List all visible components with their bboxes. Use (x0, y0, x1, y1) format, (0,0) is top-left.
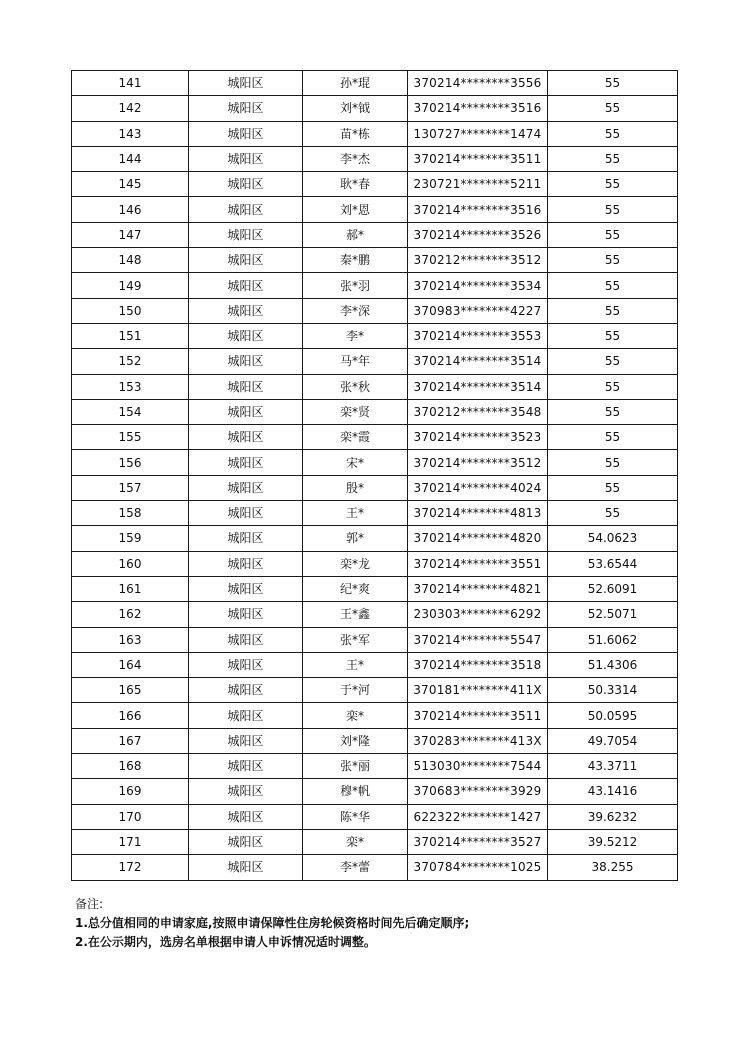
id-number-cell: 370214********3514 (408, 374, 548, 399)
applicant-name-cell: 宋* (303, 450, 408, 475)
applicant-name-cell: 张*秋 (303, 374, 408, 399)
row-number-cell: 159 (72, 526, 189, 551)
table-row (72, 501, 678, 526)
score-cell: 55 (548, 248, 678, 273)
table-row (72, 298, 678, 323)
applicant-name-cell: 秦*鹏 (303, 248, 408, 273)
district-cell: 城阳区 (189, 576, 303, 601)
row-number-cell: 152 (72, 349, 189, 374)
id-number-cell: 370214********3523 (408, 425, 548, 450)
id-number-cell: 513030********7544 (408, 754, 548, 779)
district-cell: 城阳区 (189, 678, 303, 703)
id-number-cell: 370214********3526 (408, 222, 548, 247)
id-number-cell: 370214********4024 (408, 475, 548, 500)
row-number-cell: 165 (72, 678, 189, 703)
district-cell: 城阳区 (189, 222, 303, 247)
score-cell: 53.6544 (548, 551, 678, 576)
id-number-cell: 370214********3534 (408, 273, 548, 298)
row-number-cell: 148 (72, 248, 189, 273)
district-cell: 城阳区 (189, 475, 303, 500)
row-number-cell: 166 (72, 703, 189, 728)
row-number-cell: 157 (72, 475, 189, 500)
score-cell: 50.0595 (548, 703, 678, 728)
table-row (72, 526, 678, 551)
applicant-name-cell: 王* (303, 652, 408, 677)
district-cell: 城阳区 (189, 399, 303, 424)
id-number-cell: 230303********6292 (408, 602, 548, 627)
table-row (72, 652, 678, 677)
applicant-name-cell: 纪*爽 (303, 576, 408, 601)
table-row (72, 172, 678, 197)
id-number-cell: 370214********3516 (408, 96, 548, 121)
id-number-cell: 370214********3553 (408, 323, 548, 348)
row-number-cell: 172 (72, 855, 189, 880)
id-number-cell: 370214********3512 (408, 450, 548, 475)
applicant-name-cell: 马*年 (303, 349, 408, 374)
score-cell: 55 (548, 222, 678, 247)
row-number-cell: 151 (72, 323, 189, 348)
score-cell: 38.255 (548, 855, 678, 880)
score-cell: 55 (548, 374, 678, 399)
district-cell: 城阳区 (189, 804, 303, 829)
district-cell: 城阳区 (189, 96, 303, 121)
applicant-list-table-wrapper (71, 70, 677, 881)
score-cell: 55 (548, 475, 678, 500)
applicant-name-cell: 李*蕾 (303, 855, 408, 880)
district-cell: 城阳区 (189, 450, 303, 475)
applicant-name-cell: 陈*华 (303, 804, 408, 829)
district-cell: 城阳区 (189, 172, 303, 197)
score-cell: 55 (548, 399, 678, 424)
score-cell: 54.0623 (548, 526, 678, 551)
table-row (72, 273, 678, 298)
table-row (72, 475, 678, 500)
score-cell: 55 (548, 298, 678, 323)
district-cell: 城阳区 (189, 551, 303, 576)
id-number-cell: 370214********3518 (408, 652, 548, 677)
score-cell: 51.6062 (548, 627, 678, 652)
id-number-cell: 370983********4227 (408, 298, 548, 323)
row-number-cell: 170 (72, 804, 189, 829)
score-cell: 43.3711 (548, 754, 678, 779)
score-cell: 52.6091 (548, 576, 678, 601)
applicant-name-cell: 郭* (303, 526, 408, 551)
applicant-name-cell: 栾*龙 (303, 551, 408, 576)
row-number-cell: 168 (72, 754, 189, 779)
applicant-name-cell: 栾* (303, 829, 408, 854)
table-row (72, 728, 678, 753)
table-row (72, 71, 678, 96)
row-number-cell: 150 (72, 298, 189, 323)
district-cell: 城阳区 (189, 829, 303, 854)
score-cell: 55 (548, 71, 678, 96)
table-row (72, 399, 678, 424)
id-number-cell: 370784********1025 (408, 855, 548, 880)
applicant-name-cell: 苗*栋 (303, 121, 408, 146)
id-number-cell: 370214********4820 (408, 526, 548, 551)
id-number-cell: 622322********1427 (408, 804, 548, 829)
id-number-cell: 370214********3511 (408, 703, 548, 728)
applicant-name-cell: 于*河 (303, 678, 408, 703)
applicant-name-cell: 穆*帆 (303, 779, 408, 804)
score-cell: 55 (548, 172, 678, 197)
applicant-name-cell: 栾* (303, 703, 408, 728)
id-number-cell: 130727********1474 (408, 121, 548, 146)
district-cell: 城阳区 (189, 248, 303, 273)
table-row (72, 602, 678, 627)
score-cell: 55 (548, 349, 678, 374)
row-number-cell: 144 (72, 146, 189, 171)
row-number-cell: 147 (72, 222, 189, 247)
row-number-cell: 162 (72, 602, 189, 627)
remark-line-2: 2.在公示期内，选房名单根据申请人申诉情况适时调整。 (75, 935, 376, 949)
score-cell: 50.3314 (548, 678, 678, 703)
id-number-cell: 370212********3548 (408, 399, 548, 424)
table-row (72, 450, 678, 475)
applicant-name-cell: 张*丽 (303, 754, 408, 779)
applicant-name-cell: 王*鑫 (303, 602, 408, 627)
id-number-cell: 370214********4821 (408, 576, 548, 601)
applicant-name-cell: 殷* (303, 475, 408, 500)
table-row (72, 678, 678, 703)
district-cell: 城阳区 (189, 374, 303, 399)
table-row (72, 703, 678, 728)
table-row (72, 829, 678, 854)
row-number-cell: 155 (72, 425, 189, 450)
table-row (72, 855, 678, 880)
district-cell: 城阳区 (189, 71, 303, 96)
id-number-cell: 370214********4813 (408, 501, 548, 526)
table-row (72, 349, 678, 374)
id-number-cell: 370283********413X (408, 728, 548, 753)
row-number-cell: 160 (72, 551, 189, 576)
row-number-cell: 167 (72, 728, 189, 753)
table-row (72, 96, 678, 121)
score-cell: 55 (548, 323, 678, 348)
table-row (72, 627, 678, 652)
id-number-cell: 370214********3514 (408, 349, 548, 374)
applicant-name-cell: 张*羽 (303, 273, 408, 298)
id-number-cell: 370683********3929 (408, 779, 548, 804)
table-row (72, 323, 678, 348)
id-number-cell: 370212********3512 (408, 248, 548, 273)
row-number-cell: 146 (72, 197, 189, 222)
score-cell: 55 (548, 425, 678, 450)
district-cell: 城阳区 (189, 146, 303, 171)
row-number-cell: 141 (72, 71, 189, 96)
row-number-cell: 158 (72, 501, 189, 526)
score-cell: 39.5212 (548, 829, 678, 854)
table-row (72, 146, 678, 171)
row-number-cell: 149 (72, 273, 189, 298)
district-cell: 城阳区 (189, 602, 303, 627)
id-number-cell: 370214********3551 (408, 551, 548, 576)
score-cell: 55 (548, 273, 678, 298)
table-row (72, 197, 678, 222)
score-cell: 43.1416 (548, 779, 678, 804)
applicant-name-cell: 刘*隆 (303, 728, 408, 753)
district-cell: 城阳区 (189, 298, 303, 323)
applicant-name-cell: 栾*贤 (303, 399, 408, 424)
applicant-name-cell: 李*深 (303, 298, 408, 323)
district-cell: 城阳区 (189, 526, 303, 551)
applicant-name-cell: 孙*琨 (303, 71, 408, 96)
table-row (72, 754, 678, 779)
row-number-cell: 154 (72, 399, 189, 424)
table-row (72, 222, 678, 247)
applicant-name-cell: 王* (303, 501, 408, 526)
score-cell: 55 (548, 197, 678, 222)
table-row (72, 121, 678, 146)
row-number-cell: 171 (72, 829, 189, 854)
id-number-cell: 370214********3516 (408, 197, 548, 222)
table-row (72, 248, 678, 273)
id-number-cell: 370214********3556 (408, 71, 548, 96)
score-cell: 55 (548, 121, 678, 146)
id-number-cell: 370214********5547 (408, 627, 548, 652)
applicant-name-cell: 耿*春 (303, 172, 408, 197)
applicant-name-cell: 张*军 (303, 627, 408, 652)
row-number-cell: 143 (72, 121, 189, 146)
applicant-name-cell: 刘*钺 (303, 96, 408, 121)
table-body (72, 71, 678, 881)
remarks-title: 备注: (75, 897, 104, 911)
district-cell: 城阳区 (189, 349, 303, 374)
table-row (72, 374, 678, 399)
applicant-name-cell: 李* (303, 323, 408, 348)
applicant-name-cell: 李*杰 (303, 146, 408, 171)
district-cell: 城阳区 (189, 121, 303, 146)
district-cell: 城阳区 (189, 754, 303, 779)
score-cell: 49.7054 (548, 728, 678, 753)
id-number-cell: 370181********411X (408, 678, 548, 703)
applicant-list-table (71, 70, 678, 881)
row-number-cell: 161 (72, 576, 189, 601)
score-cell: 55 (548, 501, 678, 526)
row-number-cell: 169 (72, 779, 189, 804)
table-row (72, 576, 678, 601)
id-number-cell: 370214********3511 (408, 146, 548, 171)
row-number-cell: 142 (72, 96, 189, 121)
table-row (72, 779, 678, 804)
score-cell: 52.5071 (548, 602, 678, 627)
district-cell: 城阳区 (189, 728, 303, 753)
district-cell: 城阳区 (189, 627, 303, 652)
score-cell: 55 (548, 146, 678, 171)
table-row (72, 425, 678, 450)
district-cell: 城阳区 (189, 779, 303, 804)
district-cell: 城阳区 (189, 425, 303, 450)
remarks-section (75, 895, 469, 952)
score-cell: 55 (548, 96, 678, 121)
applicant-name-cell: 刘*恩 (303, 197, 408, 222)
score-cell: 55 (548, 450, 678, 475)
district-cell: 城阳区 (189, 703, 303, 728)
row-number-cell: 156 (72, 450, 189, 475)
district-cell: 城阳区 (189, 323, 303, 348)
district-cell: 城阳区 (189, 652, 303, 677)
score-cell: 51.4306 (548, 652, 678, 677)
table-row (72, 551, 678, 576)
row-number-cell: 163 (72, 627, 189, 652)
row-number-cell: 153 (72, 374, 189, 399)
id-number-cell: 230721********5211 (408, 172, 548, 197)
table-row (72, 804, 678, 829)
applicant-name-cell: 郝* (303, 222, 408, 247)
row-number-cell: 145 (72, 172, 189, 197)
row-number-cell: 164 (72, 652, 189, 677)
score-cell: 39.6232 (548, 804, 678, 829)
district-cell: 城阳区 (189, 501, 303, 526)
district-cell: 城阳区 (189, 855, 303, 880)
district-cell: 城阳区 (189, 197, 303, 222)
remark-line-1: 1.总分值相同的申请家庭,按照申请保障性住房轮候资格时间先后确定顺序; (75, 916, 470, 930)
applicant-name-cell: 栾*霞 (303, 425, 408, 450)
id-number-cell: 370214********3527 (408, 829, 548, 854)
district-cell: 城阳区 (189, 273, 303, 298)
